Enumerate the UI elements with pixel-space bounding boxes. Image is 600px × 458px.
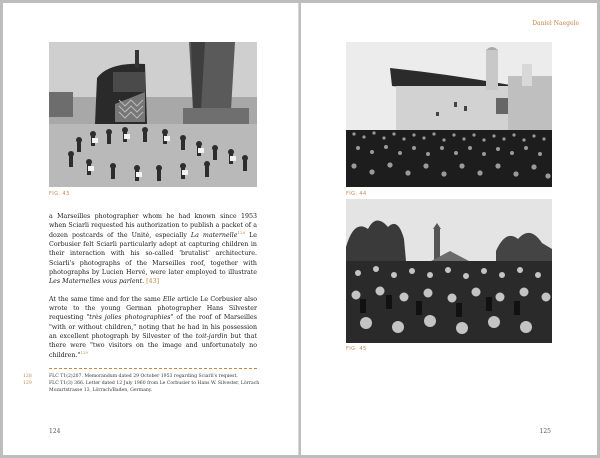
paragraph-2: At the same time and for the same Elle article Le Corbusier also wrote to the young German photographer Hans Silvester requesting "très jolies photographies" of the roof of Marseilles "with or without children," noting that he had in his possession an excellent photograph by Silvester of the toit-jardin but that there were "two visitors on the image and unfortunately no children."$^{129}$ [49,295,258,359]
footnote-128 [23,373,263,380]
page-number-left: 124 [49,428,61,435]
figure-45-photo [346,199,552,343]
right-page [301,3,597,455]
footnotes [23,373,263,394]
figure-44-label: FIG. 44 [346,191,367,197]
figure-reference-43[interactable]: [43] [146,278,160,286]
figure-45-label: FIG. 45 [346,346,367,352]
footnote-divider [49,368,257,369]
running-head: Daniel Naegele [532,20,579,27]
figure-43-label: FIG. 43 [49,191,70,197]
footnote-number: 129 [23,381,32,386]
page-number-right: 125 [539,428,551,435]
footnote-number: 128 [23,374,32,379]
footnote-129 [23,380,263,394]
figure-44-photo [346,42,552,187]
book-spread [3,3,597,455]
body-text [49,212,257,368]
footnote-text: FLC T1(3) 366. Letter dated 12 July 1960 from Le Corbusier to Hans W. Silvester, Lörrach Mozartstrasse 13, Lörrach/Baden, Germany. [49,381,260,393]
left-page [3,3,299,455]
footnote-ref-128[interactable]: 128 [237,229,246,235]
figure-43-photo [49,42,257,187]
paragraph-1: a Marseilles photographer whom he had known since 1953 when Sciarli requested his authorization to publish a packet of a dozen postcards of the Unité, especially La maternelle$^{128}$ Le Corbusier felt Sciarli particularly adept at capturing children in their interaction with his so-called 'brutalist' architecture. Sciarli's photographs of the Marseilles roof, together with photographs by Lucien Hervé, were later employed to illustrate Les Maternelles vous parlent. [43] [49,213,258,286]
footnote-text: FLC T1(2)207. Memorandum dated 29 October 1953 regarding Sciarli's request. [49,374,238,379]
footnote-ref-129[interactable]: 129 [80,349,88,355]
